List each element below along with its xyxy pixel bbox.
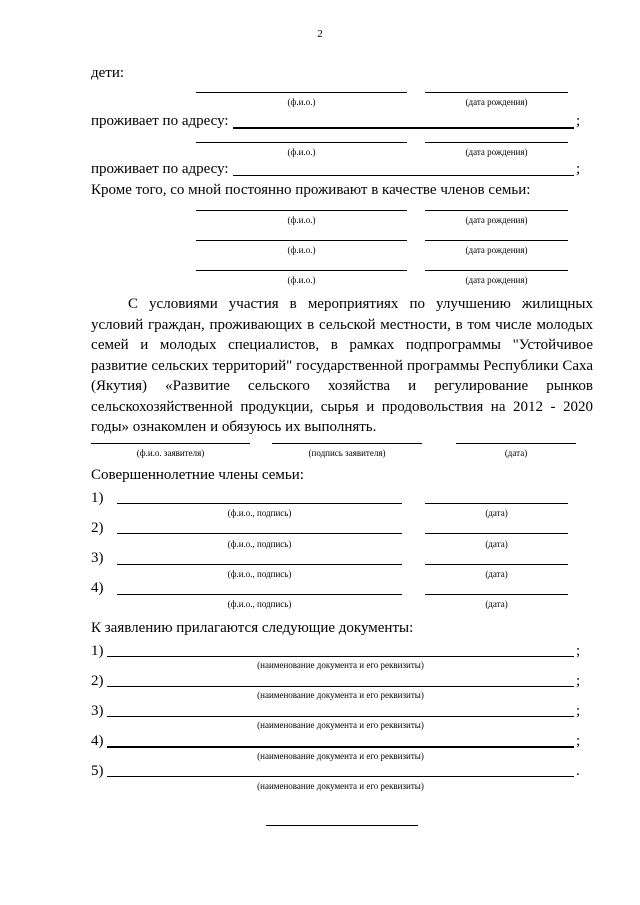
dob-caption: (дата рождения) xyxy=(465,97,528,107)
document-line[interactable] xyxy=(107,776,574,777)
family-intro: Кроме того, со мной постоянно проживают в качестве членов семьи: xyxy=(91,182,531,198)
address-line[interactable] xyxy=(233,175,574,176)
conditions-paragraph: С условиями участия в мероприятиях по улучшению жилищных условий граждан, проживающих в сельской местности, в том числе молодых семей и молодых специалистов, в рамках подпрограммы "Устойчивое развитие сельских территорий" государственной программы Республики Саха (Якутия) «Развитие сельского хозяйства и регулирование рынков сельскохозяйственной продукции, сырья и продовольствия на 2012 - 2020 годы» ознакомлен и обязуюсь их выполнять. xyxy=(91,296,593,435)
applicant-fio-line[interactable] xyxy=(91,443,250,444)
page-number: 2 xyxy=(317,28,323,40)
family-fio-line[interactable] xyxy=(196,210,407,211)
adult-fio-signature-line[interactable] xyxy=(117,503,402,504)
adult-date-line[interactable] xyxy=(425,503,568,504)
document-caption: (наименование документа и его реквизиты) xyxy=(257,751,424,761)
fio-caption: (ф.и.о.) xyxy=(287,245,316,255)
document-caption: (наименование документа и его реквизиты) xyxy=(257,690,424,700)
adult-date-caption: (дата) xyxy=(485,508,508,518)
adult-fio-signature-line[interactable] xyxy=(117,594,402,595)
document-caption: (наименование документа и его реквизиты) xyxy=(257,781,424,791)
fio-caption: (ф.и.о.) xyxy=(287,275,316,285)
adult-caption: (ф.и.о., подпись) xyxy=(227,569,292,579)
applicant-signature-line[interactable] xyxy=(272,443,422,444)
adult-date-caption: (дата) xyxy=(485,539,508,549)
document-caption: (наименование документа и его реквизиты) xyxy=(257,660,424,670)
document-end: ; xyxy=(576,673,581,689)
applicant-date-line[interactable] xyxy=(456,443,576,444)
document-number: 1) xyxy=(91,643,104,659)
document-number: 5) xyxy=(91,763,104,779)
adult-date-line[interactable] xyxy=(425,533,568,534)
adult-date-line[interactable] xyxy=(425,564,568,565)
dob-caption: (дата рождения) xyxy=(465,245,528,255)
document-line[interactable] xyxy=(107,716,574,717)
document-number: 3) xyxy=(91,703,104,719)
adult-row-number: 4) xyxy=(91,580,104,596)
adult-date-caption: (дата) xyxy=(485,569,508,579)
document-end: ; xyxy=(576,733,581,749)
document-line[interactable] xyxy=(107,746,574,748)
address-line[interactable] xyxy=(233,127,574,129)
adult-fio-signature-line[interactable] xyxy=(117,533,402,534)
family-fio-line[interactable] xyxy=(196,240,407,241)
adult-caption: (ф.и.о., подпись) xyxy=(227,599,292,609)
address-end: ; xyxy=(576,113,581,129)
family-dob-line[interactable] xyxy=(425,210,568,211)
adult-caption: (ф.и.о., подпись) xyxy=(227,539,292,549)
dob-caption: (дата рождения) xyxy=(465,275,528,285)
document-line[interactable] xyxy=(107,686,574,687)
applicant-fio-caption: (ф.и.о. заявителя) xyxy=(136,448,205,458)
adult-members-heading: Совершеннолетние члены семьи: xyxy=(91,467,304,483)
document-end: ; xyxy=(576,703,581,719)
adult-date-line[interactable] xyxy=(425,594,568,595)
applicant-signature-caption: (подпись заявителя) xyxy=(308,448,386,458)
child-fio-line[interactable] xyxy=(196,92,407,93)
address-label: проживает по адресу: xyxy=(91,161,229,177)
document-number: 4) xyxy=(91,733,104,749)
dob-caption: (дата рождения) xyxy=(465,215,528,225)
fio-caption: (ф.и.о.) xyxy=(287,147,316,157)
address-end: ; xyxy=(576,161,581,177)
child-dob-line[interactable] xyxy=(425,142,568,143)
documents-heading: К заявлению прилагаются следующие документы: xyxy=(91,620,414,636)
fio-caption: (ф.и.о.) xyxy=(287,215,316,225)
adult-date-caption: (дата) xyxy=(485,599,508,609)
adult-row-number: 2) xyxy=(91,520,104,536)
adult-fio-signature-line[interactable] xyxy=(117,564,402,565)
fio-caption: (ф.и.о.) xyxy=(287,97,316,107)
address-label: проживает по адресу: xyxy=(91,113,229,129)
document-end: ; xyxy=(576,643,581,659)
applicant-date-caption: (дата) xyxy=(504,448,528,458)
family-dob-line[interactable] xyxy=(425,240,568,241)
document-caption: (наименование документа и его реквизиты) xyxy=(257,720,424,730)
adult-row-number: 3) xyxy=(91,550,104,566)
end-separator xyxy=(266,825,418,826)
child-dob-line[interactable] xyxy=(425,92,568,93)
family-fio-line[interactable] xyxy=(196,270,407,271)
child-fio-line[interactable] xyxy=(196,142,407,143)
children-label: дети: xyxy=(91,65,125,81)
document-number: 2) xyxy=(91,673,104,689)
dob-caption: (дата рождения) xyxy=(465,147,528,157)
document-end: . xyxy=(576,763,580,779)
document-line[interactable] xyxy=(107,656,574,657)
adult-row-number: 1) xyxy=(91,490,104,506)
adult-caption: (ф.и.о., подпись) xyxy=(227,508,292,518)
family-dob-line[interactable] xyxy=(425,270,568,271)
